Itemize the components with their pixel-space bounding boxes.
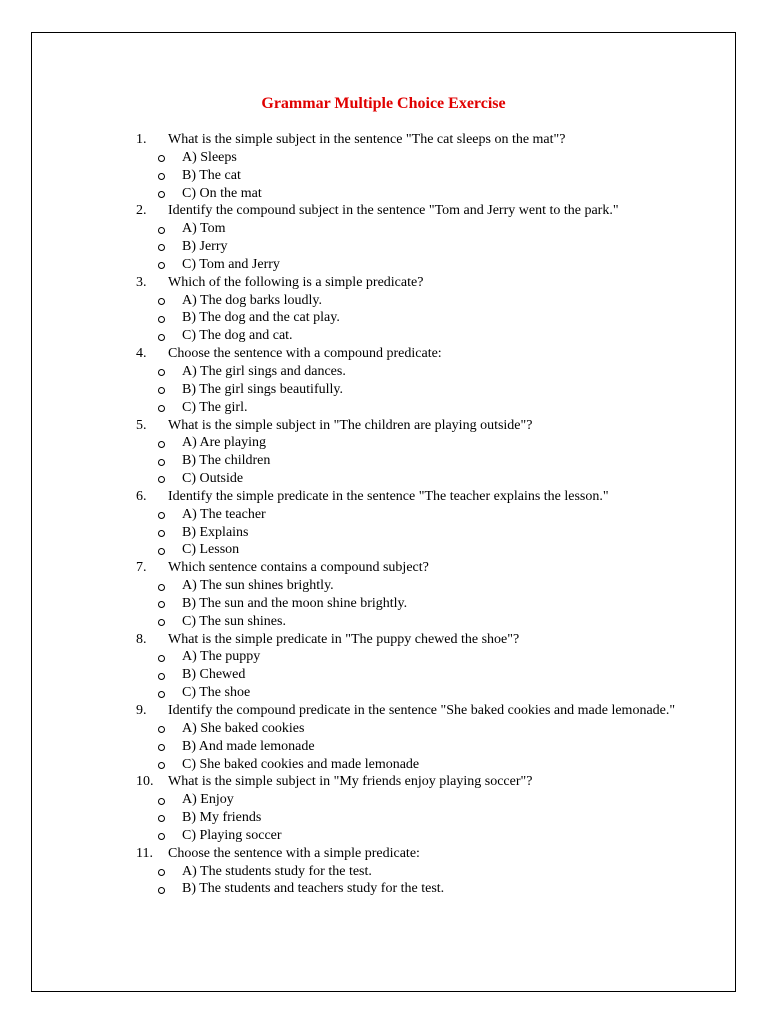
option-text: A) The girl sings and dances. [182,363,346,379]
question-text: What is the simple subject in "My friends enjoy playing soccer"? [168,774,533,790]
question-row [136,417,676,435]
option-list [136,791,676,845]
page-title: Grammar Multiple Choice Exercise [261,95,506,112]
question-text: What is the simple subject in "The children are playing outside"? [168,417,533,433]
circle-icon [158,815,165,822]
question-number: 3. [136,274,147,290]
circle-icon [158,405,165,412]
hollow-circle-bullet-icon [158,541,182,559]
option-item [136,256,676,274]
question-row [136,845,676,863]
option-text: B) And made lemonade [182,738,315,754]
hollow-circle-bullet-icon [158,666,182,684]
option-item [136,363,676,381]
circle-icon [158,476,165,483]
option-list [136,506,676,560]
hollow-circle-bullet-icon [158,684,182,702]
option-list [136,577,676,631]
hollow-circle-bullet-icon [158,738,182,756]
question-row [136,773,676,791]
option-text: B) My friends [182,810,262,826]
option-item [136,863,676,881]
option-text: A) Enjoy [182,792,234,808]
option-text: B) Chewed [182,667,246,683]
option-text: B) The students and teachers study for the test. [182,881,445,897]
option-item [136,452,676,470]
hollow-circle-bullet-icon [158,309,182,327]
option-text: A) Sleeps [182,149,237,165]
question-row [136,202,676,220]
option-text: C) Outside [182,471,244,487]
question-number: 5. [136,417,147,433]
hollow-circle-bullet-icon [158,809,182,827]
option-item [136,827,676,845]
circle-icon [158,387,165,394]
question-row [136,488,676,506]
circle-icon [158,173,165,180]
hollow-circle-bullet-icon [158,238,182,256]
question-text: Which sentence contains a compound subject? [168,560,429,576]
question-item [136,559,676,630]
question-row [136,702,676,720]
option-text: A) Tom [182,221,226,237]
option-item [136,149,676,167]
hollow-circle-bullet-icon [158,452,182,470]
option-text: A) The students study for the test. [182,863,372,879]
question-item [136,417,676,488]
option-item [136,292,676,310]
question-item [136,773,676,844]
hollow-circle-bullet-icon [158,149,182,167]
hollow-circle-bullet-icon [158,720,182,738]
circle-icon [158,244,165,251]
question-item [136,345,676,416]
option-text: C) The dog and cat. [182,328,293,344]
question-row [136,274,676,292]
question-number: 8. [136,631,147,647]
question-number: 6. [136,488,147,504]
hollow-circle-bullet-icon [158,185,182,203]
circle-icon [158,459,165,466]
circle-icon [158,762,165,769]
option-item [136,381,676,399]
question-number: 1. [136,132,147,147]
hollow-circle-bullet-icon [158,363,182,381]
circle-icon [158,601,165,608]
hollow-circle-bullet-icon [158,256,182,274]
option-text: B) The sun and the moon shine brightly. [182,595,408,611]
question-number: 9. [136,703,147,718]
circle-icon [158,726,165,733]
circle-icon [158,191,165,198]
option-item [136,309,676,327]
hollow-circle-bullet-icon [158,327,182,345]
hollow-circle-bullet-icon [158,863,182,881]
circle-icon [158,530,165,537]
question-item [136,274,676,345]
question-number: 2. [136,203,147,219]
hollow-circle-bullet-icon [158,167,182,185]
option-list [136,434,676,488]
hollow-circle-bullet-icon [158,434,182,452]
option-text: A) The sun shines brightly. [182,578,334,594]
option-item [136,756,676,774]
option-item [136,791,676,809]
question-text: Which of the following is a simple predicate? [168,274,424,290]
document-page [31,32,736,992]
question-item [136,702,676,773]
option-item [136,738,676,756]
option-text: B) The girl sings beautifully. [182,381,343,397]
option-text: C) The girl. [182,399,248,415]
option-list [136,149,676,203]
question-row [136,631,676,649]
circle-icon [158,512,165,519]
option-text: A) Are playing [182,435,266,451]
hollow-circle-bullet-icon [158,399,182,417]
circle-icon [158,869,165,876]
option-item [136,399,676,417]
circle-icon [158,887,165,894]
hollow-circle-bullet-icon [158,648,182,666]
option-text: A) She baked cookies [182,720,305,736]
hollow-circle-bullet-icon [158,577,182,595]
option-text: C) Tom and Jerry [182,256,280,272]
option-item [136,809,676,827]
option-item [136,684,676,702]
option-item [136,434,676,452]
option-item [136,167,676,185]
circle-icon [158,155,165,162]
question-row [136,345,676,363]
question-row [136,131,676,149]
option-list [136,363,676,417]
option-item [136,613,676,631]
option-text: A) The puppy [182,649,261,665]
option-text: B) The cat [182,167,241,183]
option-list [136,292,676,346]
hollow-circle-bullet-icon [158,613,182,631]
question-row [136,559,676,577]
option-list [136,220,676,274]
option-text: C) The sun shines. [182,613,286,629]
circle-icon [158,441,165,448]
question-list [136,131,676,898]
circle-icon [158,798,165,805]
option-item [136,595,676,613]
option-text: B) The children [182,453,271,469]
question-text: What is the simple subject in the sentence "The cat sleeps on the mat"? [168,132,566,147]
question-text: Choose the sentence with a simple predicate: [168,845,420,861]
question-item [136,131,676,202]
option-item [136,880,676,898]
circle-icon [158,673,165,680]
option-text: A) The dog barks loudly. [182,292,322,308]
hollow-circle-bullet-icon [158,880,182,898]
option-item [136,238,676,256]
option-text: B) Jerry [182,239,228,255]
option-item [136,506,676,524]
circle-icon [158,227,165,234]
hollow-circle-bullet-icon [158,524,182,542]
option-list [136,648,676,702]
question-number: 7. [136,560,147,576]
option-text: A) The teacher [182,506,266,522]
circle-icon [158,548,165,555]
circle-icon [158,833,165,840]
option-item [136,220,676,238]
circle-icon [158,369,165,376]
question-number: 4. [136,346,147,362]
hollow-circle-bullet-icon [158,827,182,845]
question-number: 10. [136,774,154,790]
question-text: Identify the simple predicate in the sentence "The teacher explains the lesson." [168,488,609,504]
hollow-circle-bullet-icon [158,470,182,488]
option-item [136,648,676,666]
option-text: C) Playing soccer [182,827,282,843]
circle-icon [158,584,165,591]
option-list [136,720,676,774]
circle-icon [158,744,165,751]
option-text: B) Explains [182,524,249,540]
question-text: Choose the sentence with a compound predicate: [168,346,442,362]
option-text: C) Lesson [182,542,240,558]
hollow-circle-bullet-icon [158,791,182,809]
question-text: Identify the compound predicate in the sentence "She baked cookies and made lemonade." [168,703,676,718]
option-item [136,720,676,738]
option-text: C) The shoe [182,685,251,701]
question-number: 11. [136,845,153,861]
option-item [136,666,676,684]
hollow-circle-bullet-icon [158,381,182,399]
circle-icon [158,655,165,662]
option-item [136,524,676,542]
option-item [136,577,676,595]
question-text: Identify the compound subject in the sentence "Tom and Jerry went to the park." [168,203,619,219]
circle-icon [158,334,165,341]
question-text: What is the simple predicate in "The puppy chewed the shoe"? [168,631,520,647]
circle-icon [158,619,165,626]
option-item [136,541,676,559]
circle-icon [158,691,165,698]
option-text: C) She baked cookies and made lemonade [182,756,420,772]
hollow-circle-bullet-icon [158,595,182,613]
question-item [136,202,676,273]
circle-icon [158,262,165,269]
option-item [136,470,676,488]
question-item [136,845,676,899]
option-item [136,327,676,345]
hollow-circle-bullet-icon [158,506,182,524]
option-text: C) On the mat [182,185,262,201]
option-text: B) The dog and the cat play. [182,310,340,326]
question-item [136,488,676,559]
circle-icon [158,298,165,305]
question-item [136,631,676,702]
hollow-circle-bullet-icon [158,220,182,238]
hollow-circle-bullet-icon [158,756,182,774]
option-item [136,185,676,203]
circle-icon [158,316,165,323]
option-list [136,863,676,899]
hollow-circle-bullet-icon [158,292,182,310]
